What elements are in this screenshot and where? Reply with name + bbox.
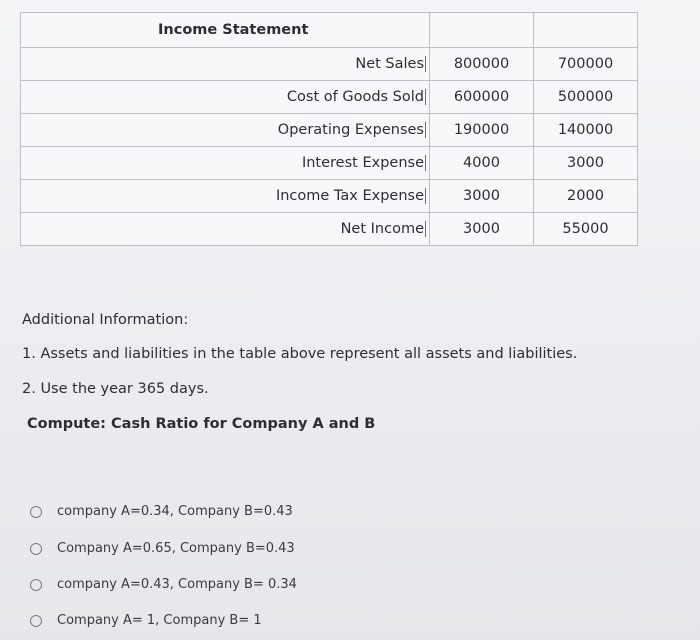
additional-info-heading: Additional Information: [22, 312, 189, 328]
answer-option-label: company A=0.34, Company B=0.43 [57, 504, 293, 519]
radio-button-icon[interactable] [30, 543, 42, 555]
company-b-value: 55000 [534, 213, 638, 246]
company-a-value: 4000 [430, 147, 534, 180]
company-a-value: 600000 [430, 81, 534, 114]
row-label [21, 81, 430, 114]
company-a-value: 800000 [430, 48, 534, 81]
company-b-value: 3000 [534, 147, 638, 180]
company-b-value: 500000 [534, 81, 638, 114]
table-row [21, 213, 638, 246]
row-label [21, 147, 430, 180]
radio-button-icon[interactable] [30, 506, 42, 518]
table-row [21, 114, 638, 147]
table-row [21, 180, 638, 213]
income-statement-title: Income Statement [21, 13, 430, 48]
income-statement-table [20, 12, 638, 246]
row-label-text: Net Sales [355, 56, 424, 72]
additional-info-item-1: 1. Assets and liabilities in the table above represent all assets and liabilities. [22, 346, 578, 362]
table-header-cell-b [534, 13, 638, 48]
row-label [21, 180, 430, 213]
table-header-row [21, 13, 638, 48]
row-label-text: Income Tax Expense [275, 188, 424, 204]
question-text: Compute: Cash Ratio for Company A and B [27, 416, 376, 432]
table-header-cell-a [430, 13, 534, 48]
company-b-value: 2000 [534, 180, 638, 213]
row-label-text: Net Income [340, 221, 424, 237]
answer-option[interactable] [30, 504, 293, 519]
row-label-text: Operating Expenses [277, 122, 424, 138]
answer-option-label: company A=0.43, Company B= 0.34 [57, 577, 297, 592]
row-label-text: Cost of Goods Sold [286, 89, 424, 105]
table-row [21, 81, 638, 114]
additional-info-item-2: 2. Use the year 365 days. [22, 381, 209, 397]
row-label-text: Interest Expense [301, 155, 424, 171]
answer-option[interactable] [30, 541, 295, 556]
table-row [21, 48, 638, 81]
row-label [21, 213, 430, 246]
answer-option-label: Company A= 1, Company B= 1 [57, 613, 262, 628]
table-row [21, 147, 638, 180]
radio-button-icon[interactable] [30, 579, 42, 591]
radio-button-icon[interactable] [30, 615, 42, 627]
company-a-value: 3000 [430, 213, 534, 246]
answer-option-label: Company A=0.65, Company B=0.43 [57, 541, 295, 556]
answer-option[interactable] [30, 577, 297, 592]
company-a-value: 190000 [430, 114, 534, 147]
company-b-value: 700000 [534, 48, 638, 81]
answer-option[interactable] [30, 613, 262, 628]
row-label [21, 48, 430, 81]
company-a-value: 3000 [430, 180, 534, 213]
company-b-value: 140000 [534, 114, 638, 147]
row-label [21, 114, 430, 147]
